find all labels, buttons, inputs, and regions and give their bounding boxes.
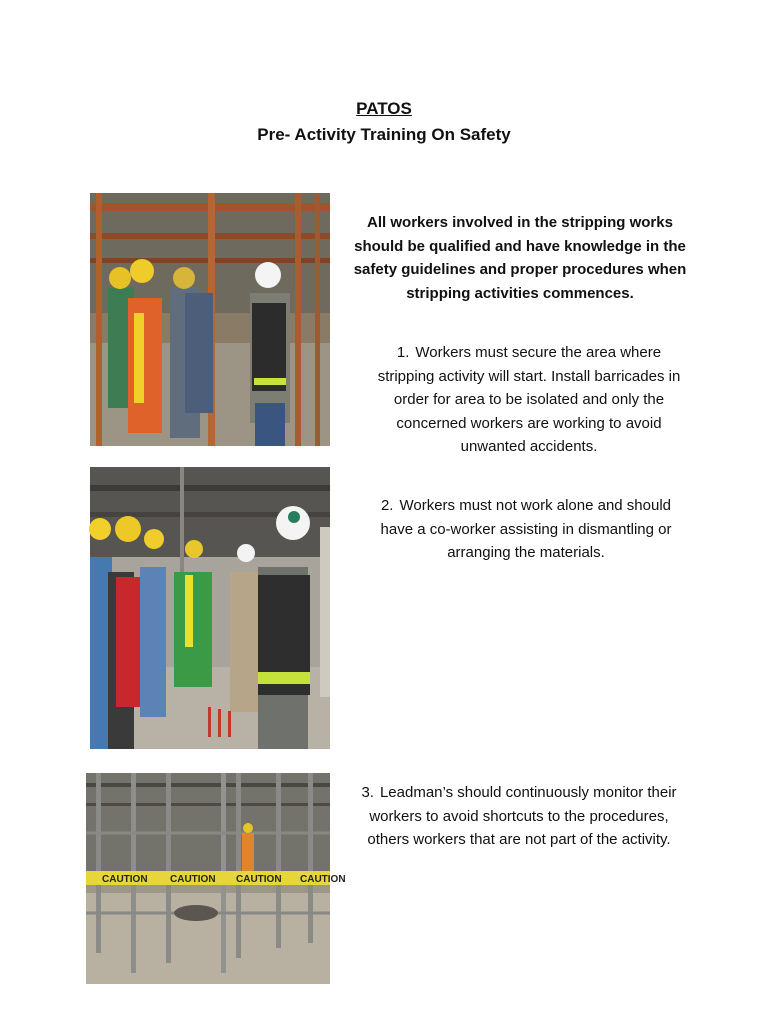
list-item-number: 3. (361, 784, 374, 801)
list-item (376, 494, 676, 565)
photo-safety-briefing-scaffolding (90, 193, 330, 446)
list-item-text: Workers must not work alone and should have a co-worker assisting in dismantling or arranging the materials. (380, 497, 672, 561)
list-item (360, 781, 678, 852)
caution-tape-label: CAUTION (236, 874, 282, 885)
photo-barricaded-area-caution-tape (86, 773, 346, 984)
document-subtitle: Pre- Activity Training On Safety (257, 125, 511, 144)
list-item-number: 2. (380, 497, 394, 514)
list-item-number: 1. (396, 344, 410, 361)
document-title: PATOS (356, 99, 412, 118)
list-item-text: Workers must secure the area where stripping activity will start. Install barricades in order for area to be isolated and only the concerned workers are working to avoid unwanted accidents. (377, 344, 681, 455)
list-item (368, 341, 690, 459)
photo-team-toolbox-meeting (90, 467, 330, 749)
caution-tape-label: CAUTION (300, 874, 346, 885)
caution-tape-label: CAUTION (170, 874, 216, 885)
intro-paragraph: All workers involved in the stripping works should be qualified and have knowledge in the safety guidelines and proper procedures when stripping activities commences. (353, 214, 687, 302)
caution-tape-label: CAUTION (102, 874, 148, 885)
list-item-text: Leadman’s should continuously monitor their workers to avoid shortcuts to the procedures, others workers that are not part of the activity. (367, 784, 677, 848)
